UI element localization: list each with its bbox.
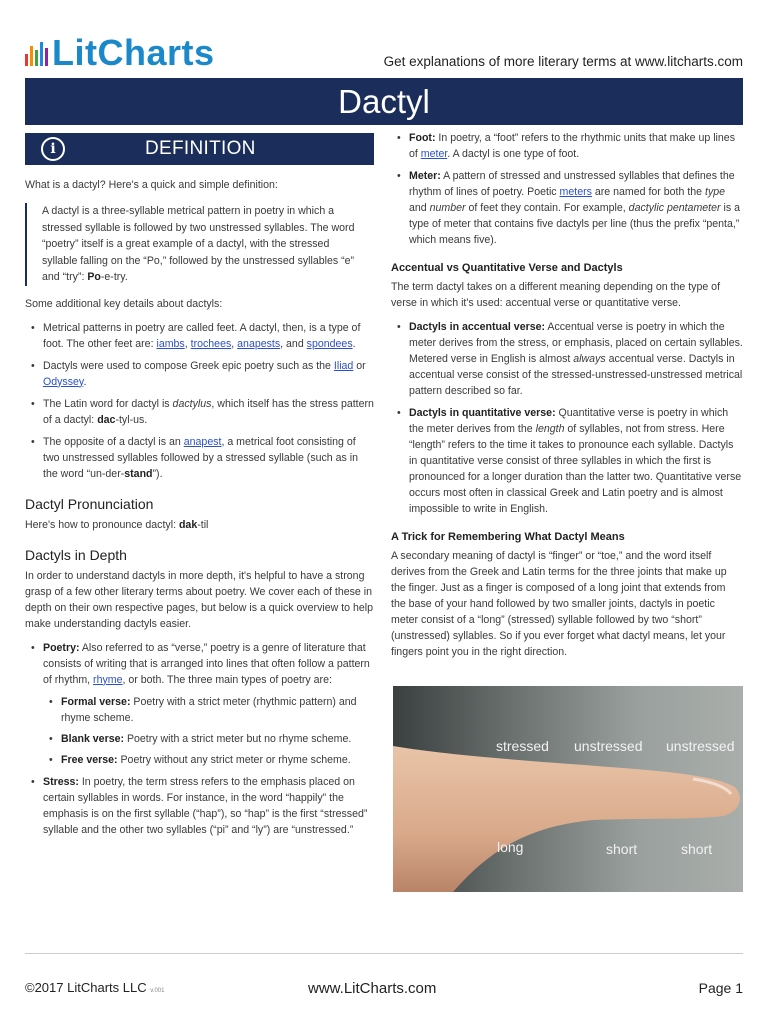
term-text: In poetry, the term stress refers to the emphasis placed on certain syllables in words. For instance, in the word “happily” the emphasis is on the first syllable (“hap”), so “hap” is the first “stressed” syllable and the other two syllables (“pi” and “ly”) are “unstressed.”	[43, 775, 368, 836]
pron-text: Here's how to pronounce dactyl:	[25, 518, 179, 531]
right-column	[391, 130, 743, 660]
bullet-text: -tyl-us.	[115, 413, 148, 426]
term-label: Poetry:	[43, 641, 80, 654]
definition-banner	[25, 133, 374, 165]
list-item	[43, 694, 374, 726]
term-label: Meter:	[409, 170, 441, 182]
sep: ,	[184, 337, 191, 350]
italic-term: number	[429, 202, 466, 214]
term-text: accentual verse. Dactyls in accentual verse consist of the stressed-unstressed-unstressed metrical pattern described so far.	[409, 353, 743, 397]
footer-divider	[25, 953, 743, 954]
bold-term: dac	[97, 413, 116, 426]
bullet-text: , a metrical foot consisting of two unstressed syllables followed by a stressed syllable (such as in the word “un-der-	[43, 435, 359, 480]
term-text: . A dactyl is one type of foot.	[447, 148, 580, 160]
italic-term: always	[573, 353, 606, 365]
bullet-text: Metrical patterns in poetry are called feet. A dactyl, then, is a type of foot. The other feet are:	[43, 321, 361, 350]
quote-end: -e-try.	[100, 271, 128, 283]
copyright-text: ©2017 LitCharts LLC	[25, 980, 147, 995]
link-odyssey[interactable]: Odyssey	[43, 375, 84, 388]
link-rhyme[interactable]: rhyme	[93, 673, 123, 686]
litcharts-logo[interactable]	[25, 34, 215, 72]
sep: , and	[280, 337, 307, 350]
term-text: In poetry, a “foot” refers to the rhythmic units that make up lines of	[409, 132, 735, 160]
term-text: Quantitative verse is poetry in which the meter derives from the	[409, 407, 729, 435]
definition-label: DEFINITION	[145, 138, 256, 159]
list-item	[25, 640, 374, 768]
depth-list-continued	[391, 130, 743, 248]
trick-heading: A Trick for Remembering What Dactyl Means	[391, 531, 625, 543]
term-label: Stress:	[43, 775, 79, 788]
list-item	[43, 752, 374, 768]
finger-drawing	[393, 686, 743, 892]
pron-end: -til	[197, 518, 209, 531]
term-text: and	[409, 202, 430, 214]
sep: ,	[231, 337, 238, 350]
label-unstressed-1: unstressed	[574, 738, 643, 754]
term-text: A pattern of stressed and unstressed syllables that defines the rhythm of lines of poetry. Poetic	[409, 170, 735, 198]
term-label: Blank verse:	[61, 732, 125, 745]
bullet-text: The Latin word for dactyl is	[43, 397, 173, 410]
finger-shape	[393, 746, 740, 892]
term-text: , or both. The three main types of poetry are:	[122, 673, 332, 686]
definition-quote	[25, 203, 374, 286]
page-header	[25, 30, 743, 76]
header-tagline: Get explanations of more literary terms at www.litcharts.com	[383, 54, 743, 69]
list-item	[25, 774, 374, 838]
italic-term: length	[535, 423, 565, 435]
key-details-list	[25, 320, 374, 482]
pronunciation-text	[25, 517, 374, 533]
link-iambs[interactable]: iambs	[156, 337, 185, 350]
italic-term: dactylic pentameter	[628, 202, 721, 214]
pron-bold: dak	[178, 518, 198, 531]
link-anapest[interactable]: anapest	[183, 435, 222, 448]
footer-url[interactable]: www.LitCharts.com	[308, 980, 437, 997]
definition-intro: What is a dactyl? Here's a quick and simple definition:	[25, 179, 278, 191]
term-text: Poetry with a strict meter (rhythmic pattern) and rhyme scheme.	[61, 695, 357, 724]
footer-page-number: Page 1	[698, 980, 743, 996]
link-meters[interactable]: meters	[559, 186, 592, 198]
link-anapests[interactable]: anapests	[237, 337, 281, 350]
sep: or	[353, 359, 366, 372]
list-item	[25, 358, 374, 390]
term-text: of syllables, not from stress. Here “length” refers to the time it takes to pronounce each syllable. Dactyls in quantitative verse consist of three syllables in which the first is pronounced for a longer duration than the latter two. Quantitative verse occurs most often in classical Greek and Latin poetry and is almost impossible to write in English.	[409, 423, 742, 515]
footer-copyright	[25, 980, 164, 995]
label-unstressed-2: unstressed	[666, 738, 735, 754]
term-label: Foot:	[409, 132, 436, 144]
term-label: Free verse:	[61, 753, 118, 766]
link-iliad[interactable]: Iliad	[333, 359, 354, 372]
bullet-text: The opposite of a dactyl is an	[43, 435, 184, 448]
term-label: Dactyls in quantitative verse:	[409, 407, 556, 419]
trick-text: A secondary meaning of dactyl is “finger” or “toe,” and the word itself derives from the Greek and Latin terms for the three joints that make up the finger. Just as a finger is composed of a long joint that extends from the base of your hand followed by two smaller joints, dactyls in poetic meter consist of a “long” (stressed) syllable followed by two “short” (unstressed) syllables. So if you ever forget what dactyl means, let your fingers point you in the right direction.	[391, 550, 727, 658]
key-details-intro: Some additional key details about dactyls:	[25, 297, 223, 310]
label-short-1: short	[606, 841, 638, 857]
accentual-intro: The term dactyl takes on a different meaning depending on the type of verse in which it's used: accentual verse or quantitative verse.	[391, 281, 721, 309]
depth-intro: In order to understand dactyls in more depth, it's helpful to have a strong grasp of a few other literary terms about poetry. We cover each of these in depth on their own respective pages, but below is a quick overview to help make understanding dactyls easier.	[25, 569, 374, 630]
sep: .	[352, 337, 356, 350]
quote-text: A dactyl is a three-syllable metrical pattern in poetry in which a stressed syllable is followed by two unstressed syllables. The word “poetry” itself is a great example of a dactyl, with the stressed syllable falling on the “Po,” followed by the unstressed syllables “e” and “try”:	[42, 205, 355, 283]
list-item	[391, 168, 743, 248]
bold-term: stand	[124, 467, 153, 480]
term-text: Poetry without any strict meter or rhyme scheme.	[117, 753, 351, 766]
term-text: are named for both the	[591, 186, 706, 198]
italic-term: dactylus	[172, 397, 212, 410]
term-label: Dactyls in accentual verse:	[409, 321, 546, 333]
quote-bold: Po	[87, 271, 101, 283]
accentual-list	[391, 319, 743, 517]
term-text: Also referred to as “verse,” poetry is a genre of literature that consists of writing that is arranged into lines that often follow a pattern of rhythm,	[43, 641, 370, 686]
finger-illustration	[393, 686, 743, 892]
pronunciation-heading: Dactyl Pronunciation	[25, 495, 154, 512]
term-label: Formal verse:	[61, 695, 131, 708]
term-text: is a type of meter that contains five dactyls per line (thus the prefix “penta,” which means five).	[409, 202, 740, 246]
bullet-text: Dactyls were used to compose Greek epic poetry such as the	[43, 359, 334, 372]
depth-list	[25, 640, 374, 838]
version-text: v.001	[150, 988, 165, 994]
sep: .	[83, 375, 87, 388]
depth-heading: Dactyls in Depth	[25, 546, 127, 563]
link-spondees[interactable]: spondees	[306, 337, 353, 350]
info-icon: i	[41, 137, 65, 161]
left-column	[25, 133, 374, 844]
italic-term: type	[705, 186, 726, 198]
list-item	[25, 320, 374, 352]
accentual-heading: Accentual vs Quantitative Verse and Dactyls	[391, 262, 623, 274]
logo-text: LitCharts	[52, 32, 215, 73]
list-item	[391, 319, 743, 399]
list-item	[43, 731, 374, 747]
logo-bars-icon	[25, 42, 48, 66]
label-long: long	[497, 839, 524, 855]
link-meter[interactable]: meter	[420, 148, 448, 160]
bullet-text: , which itself has the stress pattern of a dactyl:	[43, 397, 374, 426]
term-text: Poetry with a strict meter but no rhyme scheme.	[124, 732, 352, 745]
bullet-text: ”).	[152, 467, 163, 480]
list-item	[25, 396, 374, 428]
term-text: of feet they contain. For example,	[465, 202, 629, 214]
link-trochees[interactable]: trochees	[190, 337, 232, 350]
term-text: Accentual verse is poetry in which the meter derives from the stress, or emphasis, placed on certain syllables. Metered verse in English is almost	[409, 321, 743, 365]
label-short-2: short	[681, 841, 713, 857]
list-item	[391, 405, 743, 517]
list-item	[391, 130, 743, 162]
page-title: Dactyl	[25, 78, 743, 125]
list-item	[25, 434, 374, 482]
label-stressed: stressed	[496, 738, 549, 754]
poetry-types-list	[43, 694, 374, 768]
